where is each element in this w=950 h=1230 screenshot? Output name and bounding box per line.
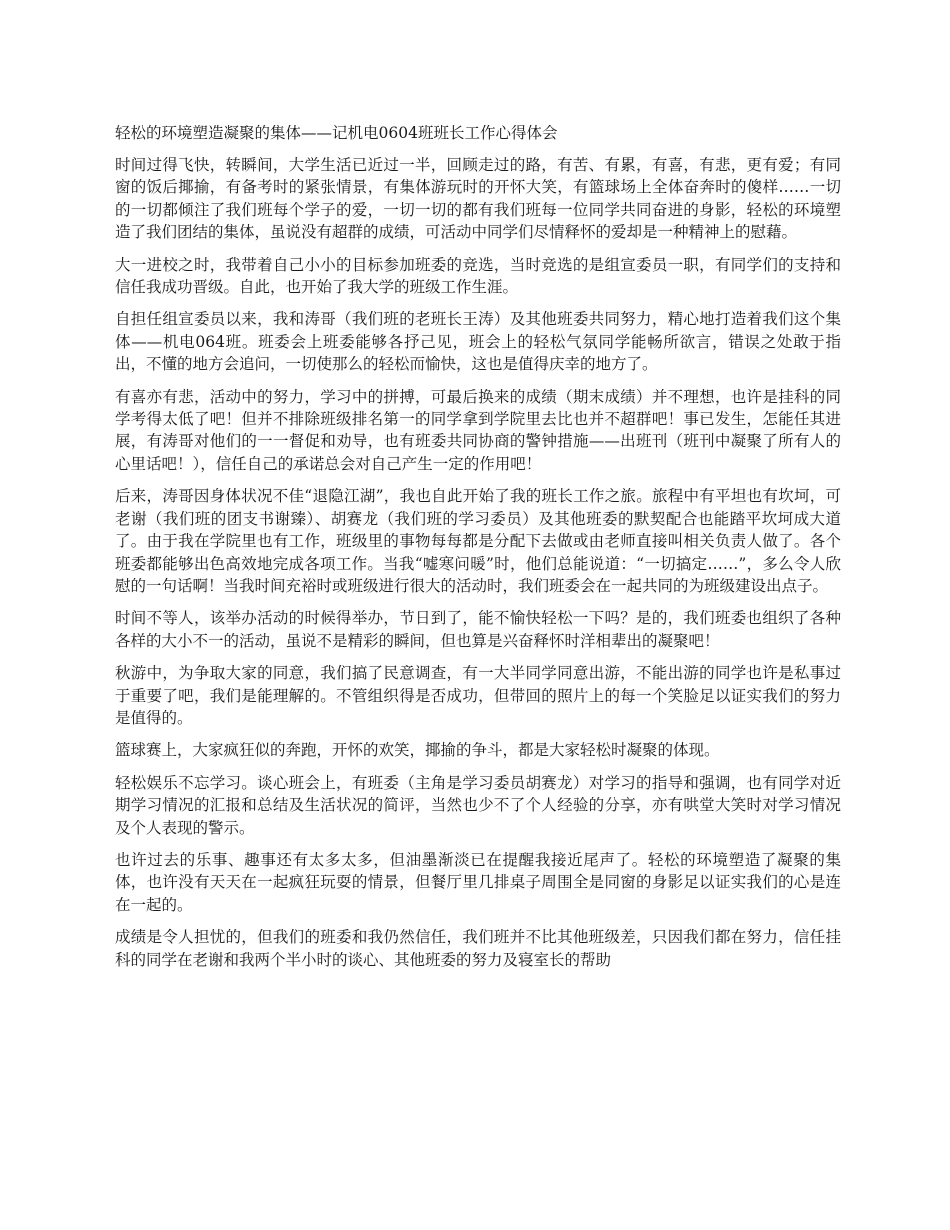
paragraph-2: 大一进校之时，我带着自己小小的目标参加班委的竞选，当时竞选的是组宣委员一职，有同学们的支持和信任我成功晋级。自此，也开始了我大学的班级工作生涯。: [115, 255, 841, 297]
paragraph-9: 轻松娱乐不忘学习。谈心班会上，有班委（主角是学习委员胡赛龙）对学习的指导和强调，也有同学对近期学习情况的汇报和总结及生活状况的简评，当然也少不了个人经验的分享，亦有哄堂大笑时对学习情况及个人表现的警示。: [115, 773, 841, 837]
paragraph-4: 有喜亦有悲，活动中的努力，学习中的拼搏，可最后换来的成绩（期末成绩）并不理想，也许是挂科的同学考得太低了吧！但并不排除班级排名第一的同学拿到学院里去比也并不超群吧！事已发生，怎能任其进展，有涛哥对他们的一一督促和劝导，也有班委共同协商的警钟措施——出班刊（班刊中凝聚了所有人的心里话吧！），信任自己的承诺总会对自己产生一定的作用吧！: [115, 387, 841, 473]
paragraph-5: 后来，涛哥因身体状况不佳“退隐江湖”，我也自此开始了我的班长工作之旅。旅程中有平坦也有坎坷，可老谢（我们班的团支书谢臻）、胡赛龙（我们班的学习委员）及其他班委的默契配合也能踏平坎坷成大道了。由于我在学院里也有工作，班级里的事物每每都是分配下去做或由老师直接叫相关负责人做了。各个班委都能够出色高效地完成各项工作。当我“嘘寒问暖”时，他们总能说道：“一切搞定……”，多么令人欣慰的一句话啊！当我时间充裕时或班级进行很大的活动时，我们班委会在一起共同的为班级建设出点子。: [115, 487, 841, 595]
paragraph-1: 时间过得飞快，转瞬间，大学生活已近过一半，回顾走过的路，有苦、有累，有喜，有悲，更有爱；有同窗的饭后揶揄，有备考时的紧张情景，有集体游玩时的开怀大笑，有篮球场上全体奋奔时的傻样……一切的一切都倾注了我们班每个学子的爱，一切一切的都有我们班每一位同学共同奋进的身影，轻松的环境塑造了我们团结的集体，虽说没有超群的成绩，可活动中同学们尽情释怀的爱却是一种精神上的慰藉。: [115, 156, 841, 242]
paragraph-3: 自担任组宣委员以来，我和涛哥（我们班的老班长王涛）及其他班委共同努力，精心地打造着我们这个集体——机电064班。班委会上班委能够各抒己见，班会上的轻松气氛同学能畅所欲言，错误之处敢于指出，不懂的地方会追问，一切使那么的轻松而愉快，这也是值得庆幸的地方了。: [115, 310, 841, 374]
paragraph-10: 也许过去的乐事、趣事还有太多太多，但油墨渐淡已在提醒我接近尾声了。轻松的环境塑造了凝聚的集体，也许没有天天在一起疯狂玩耍的情景，但餐厅里几排桌子周围全是同窗的身影足以证实我们的心是连在一起的。: [115, 850, 841, 914]
paragraph-7: 秋游中，为争取大家的同意，我们搞了民意调查，有一大半同学同意出游，不能出游的同学也许是私事过于重要了吧，我们是能理解的。不管组织得是否成功，但带回的照片上的每一个笑脸足以证实我们的努力是值得的。: [115, 664, 841, 727]
document-body: [115, 122, 841, 981]
document-title: 轻松的环境塑造凝聚的集体——记机电0604班班长工作心得体会: [115, 124, 558, 142]
paragraph-8: 篮球赛上，大家疯狂似的奔跑，开怀的欢笑，揶揄的争斗，都是大家轻松时凝聚的体现。: [115, 741, 720, 760]
paragraph-11: 成绩是令人担忧的，但我们的班委和我仍然信任，我们班并不比其他班级差，只因我们都在努力，信任挂科的同学在老谢和我两个半小时的谈心、其他班委的努力及寝室长的帮助: [115, 928, 841, 969]
paragraph-6: 时间不等人，该举办活动的时候得举办，节日到了，能不愉快轻松一下吗？是的，我们班委也组织了各种各样的大小不一的活动，虽说不是精彩的瞬间，但也算是兴奋释怀时洋相辈出的凝聚吧！: [115, 609, 841, 650]
